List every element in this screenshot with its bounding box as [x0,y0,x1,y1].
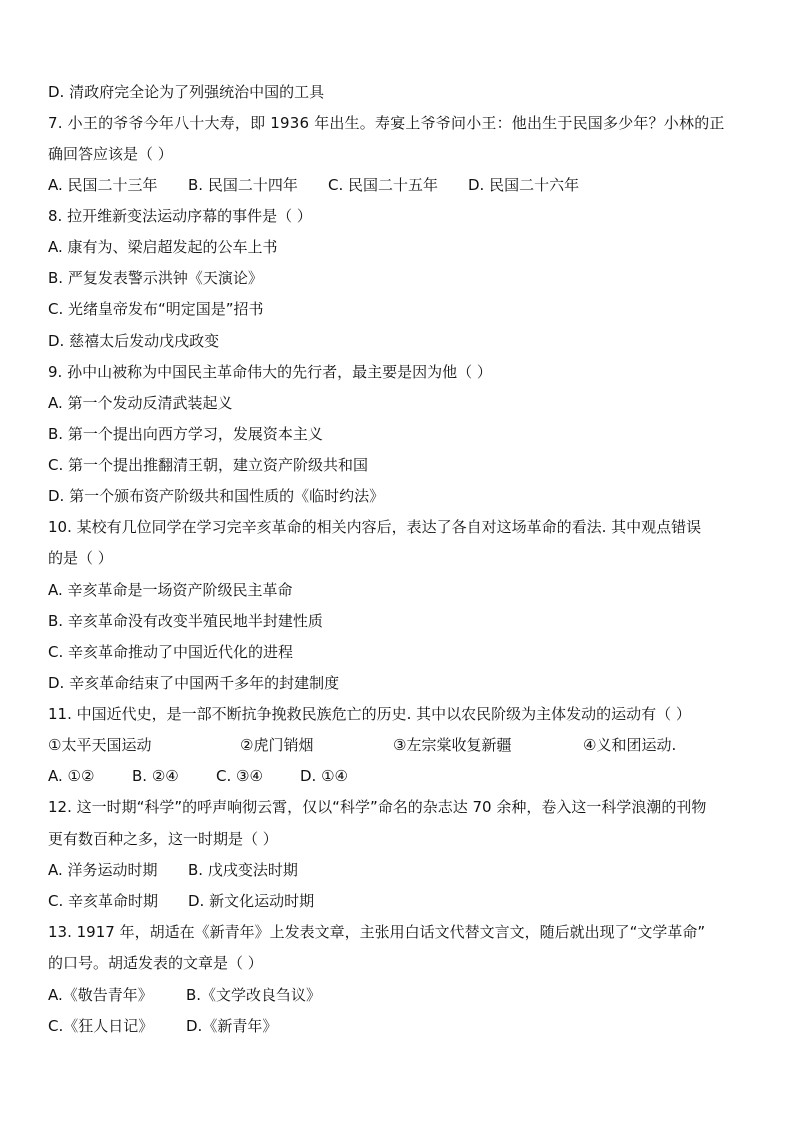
q11-option-a: A. ①② [48,767,95,785]
q13-option-b: B.《文学改良刍议》 [186,986,322,1004]
q13-option-d: D.《新青年》 [186,1017,278,1035]
q12-stem-line1: 12. 这一时期“科学”的呼声响彻云霄，仅以“科学”命名的杂志达 70 余种，卷入这一科学浪潮的刊物 [48,798,707,816]
q12-option-d: D. 新文化运动时期 [188,892,315,910]
q10-option-a: A. 辛亥革命是一场资产阶级民主革命 [48,581,293,599]
q11-item-3: ③左宗棠收复新疆 [393,736,512,754]
q13-option-c: C.《狂人日记》 [48,1017,154,1035]
q11-stem: 11. 中国近代史，是一部不断抗争挽救民族危亡的历史. 其中以农民阶级为主体发动的运动有（ ） [48,705,691,723]
q10-stem-line2: 的是（ ） [48,549,113,567]
q13-stem-line2: 的口号。胡适发表的文章是（ ） [48,954,263,972]
q10-option-b: B. 辛亥革命没有改变半殖民地半封建性质 [48,612,323,630]
q11-option-c: C. ③④ [216,767,263,785]
q11-item-4: ④义和团运动. [583,736,677,754]
q12-option-a: A. 洋务运动时期 [48,861,158,879]
q10-stem-line1: 10. 某校有几位同学在学习完辛亥革命的相关内容后，表达了各自对这场革命的看法. 其中观点错误 [48,518,702,536]
q9-option-a: A. 第一个发动反清武装起义 [48,394,233,412]
q10-option-d: D. 辛亥革命结束了中国两千多年的封建制度 [48,674,340,692]
q7-option-b: B. 民国二十四年 [188,176,298,194]
q11-option-b: B. ②④ [132,767,179,785]
q11-item-2: ②虎门销烟 [240,736,314,754]
q7-option-d: D. 民国二十六年 [468,176,580,194]
q12-option-c: C. 辛亥革命时期 [48,892,159,910]
q9-option-d: D. 第一个颁布资产阶级共和国性质的《临时约法》 [48,487,385,505]
q9-stem: 9. 孙中山被称为中国民主革命伟大的先行者，最主要是因为他（ ） [48,363,492,381]
q9-option-b: B. 第一个提出向西方学习，发展资本主义 [48,425,323,443]
q8-option-b: B. 严复发表警示洪钟《天演论》 [48,269,263,287]
q7-option-a: A. 民国二十三年 [48,176,158,194]
q7-stem-line2: 确回答应该是（ ） [48,145,173,163]
q12-stem-line2: 更有数百种之多，这一时期是（ ） [48,830,278,848]
q11-option-d: D. ①④ [300,767,348,785]
q7-stem-line1: 7. 小王的爷爷今年八十大寿，即 1936 年出生。寿宴上爷爷问小王：他出生于民国多少年？小林的正 [48,114,725,132]
q7-option-c: C. 民国二十五年 [328,176,439,194]
q9-option-c: C. 第一个提出推翻清王朝，建立资产阶级共和国 [48,456,369,474]
q10-option-c: C. 辛亥革命推动了中国近代化的进程 [48,643,294,661]
q11-item-1: ①太平天国运动 [48,736,152,754]
q8-stem: 8. 拉开维新变法运动序幕的事件是（ ） [48,207,312,225]
q8-option-a: A. 康有为、梁启超发起的公车上书 [48,238,278,256]
q6-option-d: D. 清政府完全论为了列强统治中国的工具 [48,83,325,101]
q12-option-b: B. 戊戌变法时期 [188,861,298,879]
q13-stem-line1: 13. 1917 年，胡适在《新青年》上发表文章，主张用白话文代替文言文，随后就出现了“文学革命” [48,923,706,941]
q8-option-d: D. 慈禧太后发动戊戌政变 [48,332,220,350]
q13-option-a: A.《敬告青年》 [48,986,153,1004]
q8-option-c: C. 光绪皇帝发布“明定国是”招书 [48,300,264,318]
